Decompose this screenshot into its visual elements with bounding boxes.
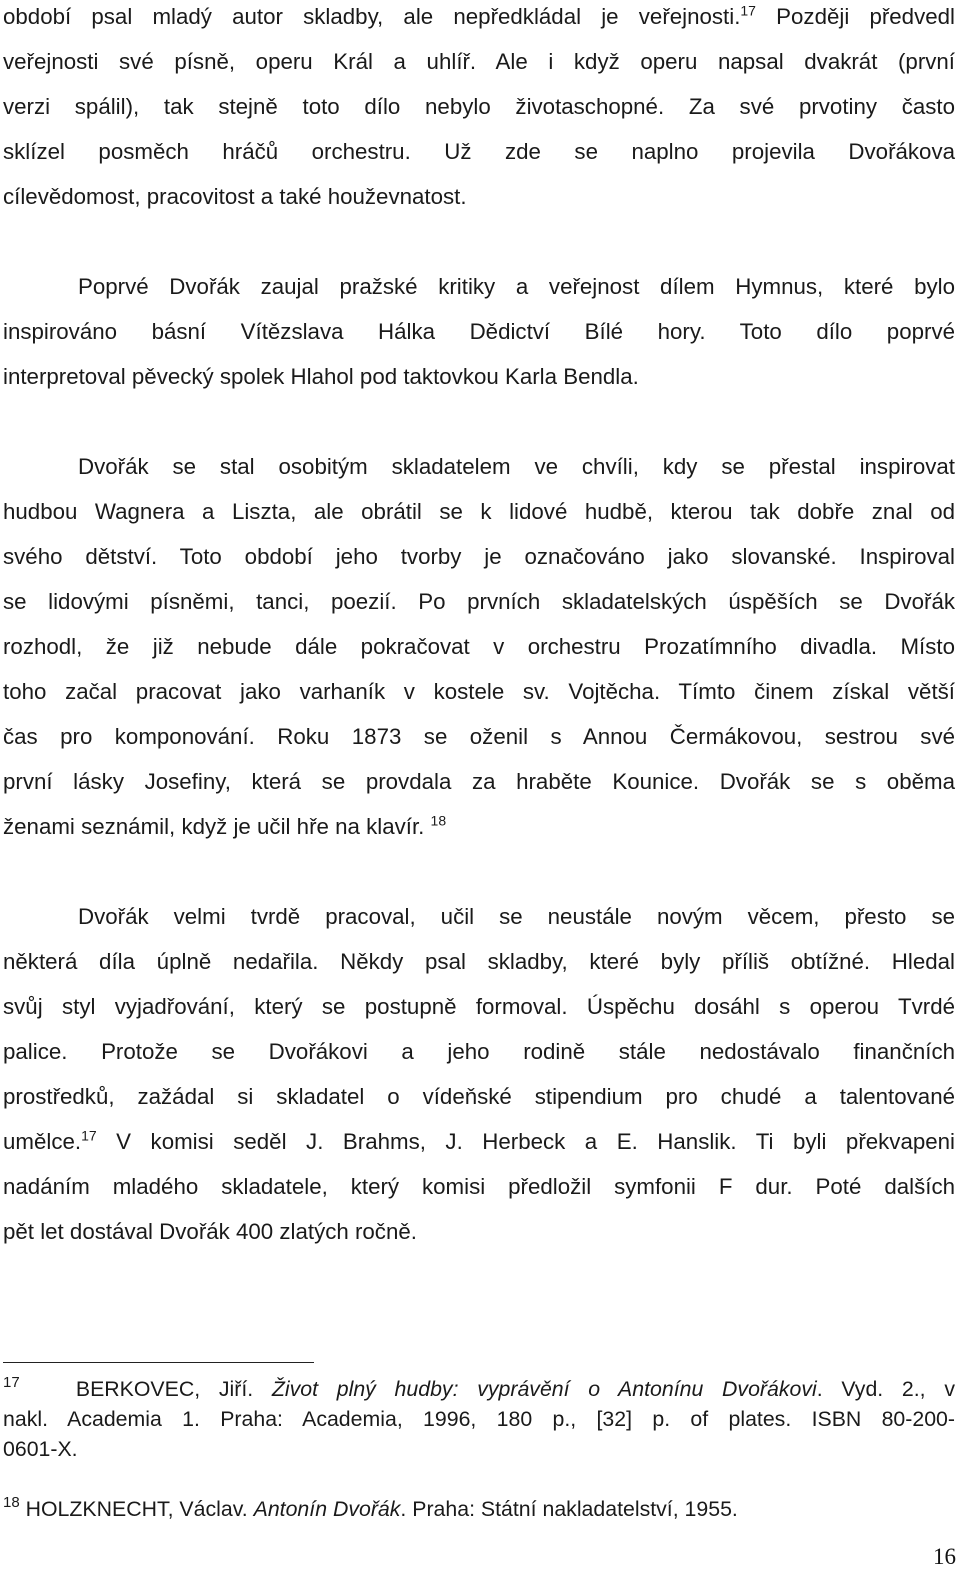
text-line <box>3 2 955 32</box>
text-line: verzi spálil), tak stejně toto dílo nebylo životaschopné. Za své prvotiny často <box>3 94 955 119</box>
text-run: ženami seznámil, když je učil hře na klavír. <box>3 814 425 839</box>
text-line: sklízel posměch hráčů orchestru. Už zde se naplno projevila Dvořákova <box>3 139 955 164</box>
text-line: svého dětství. Toto období jeho tvorby je označováno jako slovanské. Inspiroval <box>3 544 955 569</box>
text-run: období psal mladý autor skladby, ale nepředkládal je veřejnosti. <box>3 4 741 29</box>
text-line: inspirováno básní Vítězslava Hálka Dědictví Bílé hory. Toto dílo poprvé <box>3 319 955 344</box>
text-line: nadáním mladého skladatele, který komisi předložil symfonii F dur. Poté dalších <box>3 1174 955 1199</box>
footnote-ref[interactable]: 17 <box>740 2 756 19</box>
footnote-separator <box>3 1362 314 1363</box>
text-line: čas pro komponování. Roku 1873 se oženil s Annou Čermákovou, sestrou své <box>3 724 955 749</box>
text-line: rozhodl, že již nebude dále pokračovat v orchestru Prozatímního divadla. Místo <box>3 634 955 659</box>
text-line: Dvořák velmi tvrdě pracoval, učil se neustále novým věcem, přesto se <box>78 904 955 929</box>
text-line <box>3 1127 955 1157</box>
footnote-line: 0601-X. <box>3 1437 78 1461</box>
text-run: umělce. <box>3 1129 82 1154</box>
footnote-line: nakl. Academia 1. Praha: Academia, 1996, 180 p., [32] p. of plates. ISBN 80-200- <box>3 1407 955 1431</box>
footnote-author: BERKOVEC, Jiří. <box>75 1377 272 1401</box>
footnote-title: Život plný hudby: vyprávění o Antonínu Dvořákovi <box>271 1377 817 1401</box>
footnote-ref[interactable]: 17 <box>81 1127 97 1144</box>
text-line: toho začal pracovat jako varhaník v kostele sv. Vojtěcha. Tímto činem získal větší <box>3 679 955 704</box>
footnote-number: 18 <box>3 1494 20 1511</box>
text-run: . Praha: Státní nakladatelství, 1955. <box>400 1497 738 1521</box>
text-line: prostředků, zažádal si skladatel o vídeňské stipendium pro chudé a talentované <box>3 1084 955 1109</box>
text-run: Později předvedl <box>755 4 955 29</box>
page-number: 16 <box>933 1544 956 1569</box>
text-run: V komisi seděl J. Brahms, J. Herbeck a E. Hanslik. Ti byli překvapeni <box>96 1129 955 1154</box>
footnote-ref[interactable]: 18 <box>430 812 447 829</box>
footnote-number: 17 <box>3 1374 20 1391</box>
text-line: první lásky Josefiny, která se provdala za hraběte Kounice. Dvořák se s oběma <box>3 769 955 794</box>
footnote-author: HOLZKNECHT, Václav. <box>19 1497 254 1521</box>
text-line <box>3 812 955 842</box>
footnote-line <box>3 1494 955 1524</box>
text-line: hudbou Wagnera a Liszta, ale obrátil se k lidové hudbě, kterou tak dobře znal od <box>3 499 955 524</box>
text-line: pět let dostával Dvořák 400 zlatých ročně. <box>3 1219 417 1244</box>
footnote-title: Antonín Dvořák <box>253 1497 401 1521</box>
footnote-line <box>3 1374 955 1404</box>
text-line: Poprvé Dvořák zaujal pražské kritiky a veřejnost dílem Hymnus, které bylo <box>78 274 955 299</box>
text-line: se lidovými písněmi, tanci, poezií. Po prvních skladatelských úspěších se Dvořák <box>3 589 955 614</box>
text-line: veřejnosti své písně, operu Král a uhlíř. Ale i když operu napsal dvakrát (první <box>3 49 955 74</box>
text-line: Dvořák se stal osobitým skladatelem ve chvíli, kdy se přestal inspirovat <box>78 454 955 479</box>
text-run: . Vyd. 2., v <box>816 1377 955 1401</box>
text-line: cílevědomost, pracovitost a také houževnatost. <box>3 184 467 209</box>
text-line: svůj styl vyjadřování, který se postupně formoval. Úspěchu dosáhl s operou Tvrdé <box>3 994 955 1019</box>
text-line: palice. Protože se Dvořákovi a jeho rodině stále nedostávalo finančních <box>3 1039 955 1064</box>
text-line: některá díla úplně nedařila. Někdy psal skladby, které byly příliš obtížné. Hledal <box>3 949 955 974</box>
text-line: interpretoval pěvecký spolek Hlahol pod taktovkou Karla Bendla. <box>3 364 639 389</box>
